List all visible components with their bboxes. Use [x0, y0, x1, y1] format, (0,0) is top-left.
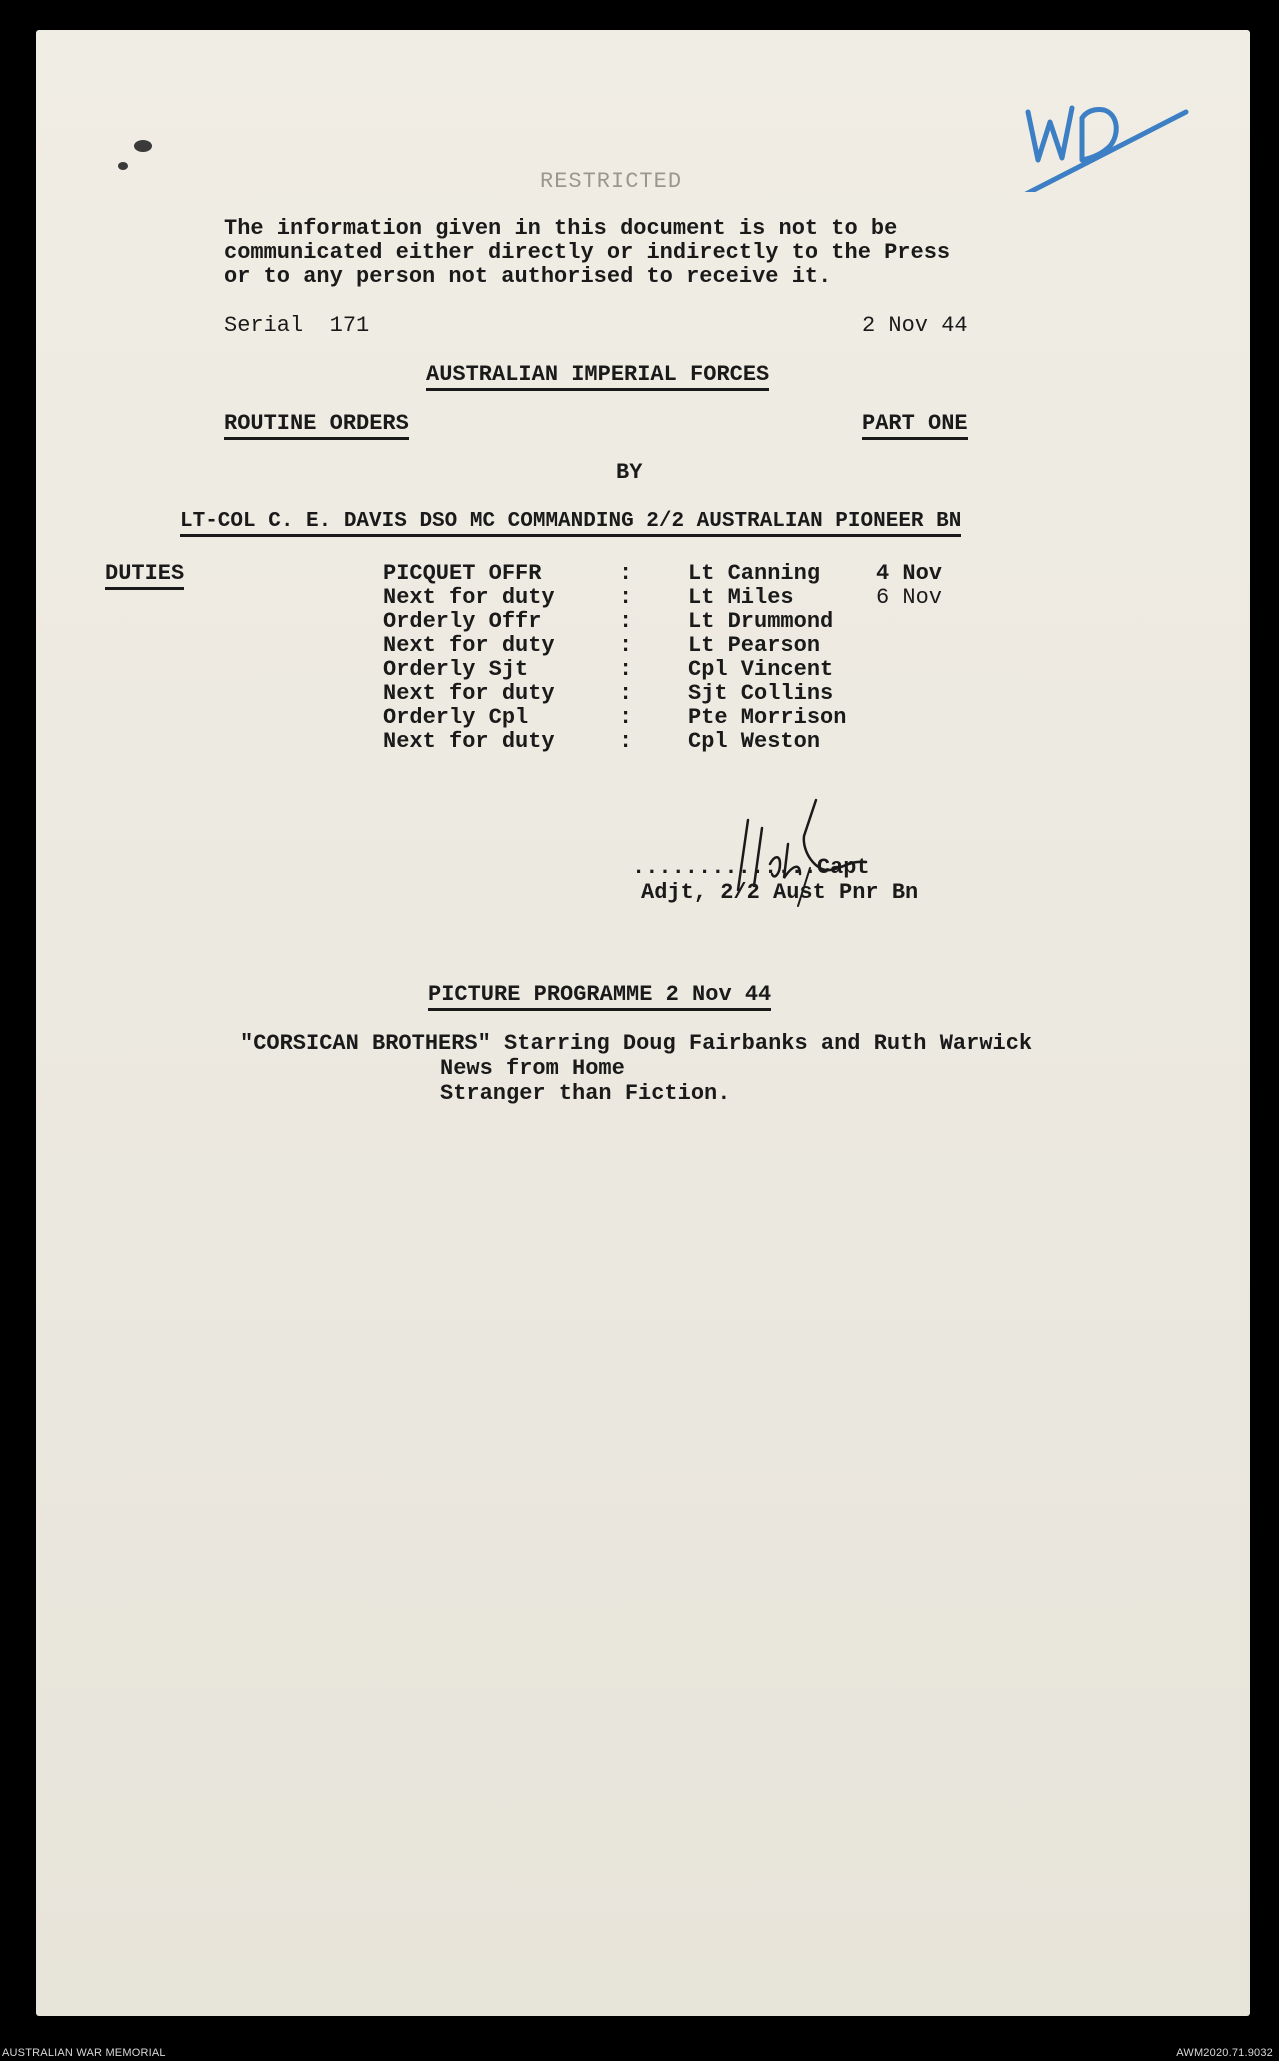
duty-name: Cpl Vincent: [688, 657, 834, 682]
duty-name: Lt Pearson: [688, 633, 821, 658]
classification-stamp: RESTRICTED: [540, 169, 683, 194]
serial-number: Serial 171: [224, 313, 370, 338]
signatory-title: Adjt, 2/2 Aust Pnr Bn: [641, 880, 919, 905]
duty-name: Lt Drummond: [688, 609, 834, 634]
by-label: BY: [616, 460, 643, 485]
duty-role: Orderly Offr: [383, 609, 542, 634]
document-page: [36, 30, 1250, 2016]
duty-separator: :: [619, 681, 633, 706]
document-date: 2 Nov 44: [862, 313, 968, 338]
warning-line-2: communicated either directly or indirectly to the Press: [224, 240, 951, 265]
duty-name: Sjt Collins: [688, 681, 834, 706]
punch-hole: [134, 140, 152, 152]
duty-separator: :: [619, 633, 633, 658]
commander-line: LT-COL C. E. DAVIS DSO MC COMMANDING 2/2 AUSTRALIAN PIONEER BN: [180, 510, 961, 534]
orders-title: ROUTINE ORDERS: [224, 412, 409, 436]
duty-role: Orderly Cpl: [383, 705, 529, 730]
picture-line-2: News from Home: [440, 1056, 625, 1081]
duty-role: Next for duty: [383, 729, 555, 754]
force-heading: AUSTRALIAN IMPERIAL FORCES: [426, 363, 769, 387]
duty-role: Next for duty: [383, 585, 555, 610]
archive-credit: AUSTRALIAN WAR MEMORIAL: [2, 2047, 166, 2059]
duty-name: Lt Canning: [688, 561, 821, 586]
picture-line-1: "CORSICAN BROTHERS" Starring Doug Fairbanks and Ruth Warwick: [240, 1031, 1033, 1056]
duty-separator: :: [619, 657, 633, 682]
duty-role: Next for duty: [383, 633, 555, 658]
duty-role: PICQUET OFFR: [383, 561, 542, 586]
handwritten-annotation: [1016, 82, 1196, 192]
duty-role: Next for duty: [383, 681, 555, 706]
duty-separator: :: [619, 729, 633, 754]
duties-heading: DUTIES: [105, 562, 184, 586]
duty-separator: :: [619, 705, 633, 730]
duty-date: 4 Nov: [876, 561, 943, 586]
accession-number: AWM2020.71.9032: [1176, 2047, 1273, 2059]
duty-separator: :: [619, 585, 633, 610]
signature-line: ..............Capt: [632, 855, 870, 880]
duty-separator: :: [619, 561, 633, 586]
part-label: PART ONE: [862, 412, 968, 436]
warning-line-1: The information given in this document is not to be: [224, 216, 898, 241]
warning-line-3: or to any person not authorised to receive it.: [224, 264, 832, 289]
duty-separator: :: [619, 609, 633, 634]
duty-name: Pte Morrison: [688, 705, 847, 730]
duty-role: Orderly Sjt: [383, 657, 529, 682]
duty-date: 6 Nov: [876, 585, 943, 610]
punch-hole: [118, 162, 128, 170]
picture-programme-heading: PICTURE PROGRAMME 2 Nov 44: [428, 983, 771, 1007]
picture-line-3: Stranger than Fiction.: [440, 1081, 731, 1106]
duty-name: Lt Miles: [688, 585, 794, 610]
duty-name: Cpl Weston: [688, 729, 821, 754]
